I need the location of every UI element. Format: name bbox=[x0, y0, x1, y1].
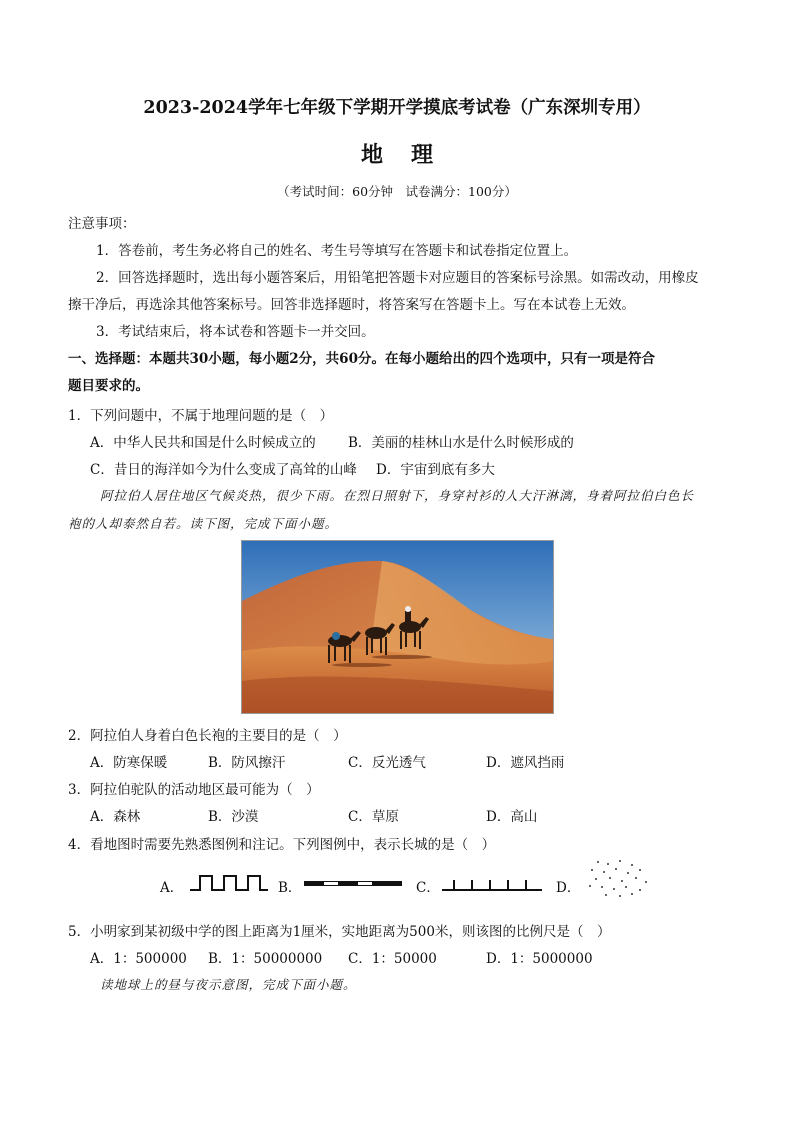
question-1-option-a[interactable]: A．中华人民共和国是什么时候成立的 bbox=[90, 435, 316, 451]
section-heading-cont: 题目要求的。 bbox=[68, 378, 149, 394]
question-2-option-c[interactable]: C．反光透气 bbox=[348, 755, 426, 771]
question-3-option-b[interactable]: B．沙漠 bbox=[208, 809, 259, 825]
question-5-option-d[interactable]: D．1：5000000 bbox=[486, 951, 593, 967]
question-2-stem: 2．阿拉伯人身着白色长袍的主要目的是（ ） bbox=[68, 728, 347, 744]
boundary-legend-symbol[interactable] bbox=[440, 872, 544, 894]
question-1-option-b[interactable]: B．美丽的桂林山水是什么时候形成的 bbox=[348, 435, 574, 451]
question-1-stem: 1．下列问题中，不属于地理问题的是（ ） bbox=[68, 408, 334, 424]
desert-dots-legend-symbol[interactable] bbox=[586, 858, 652, 898]
note-item: 擦干净后，再选涂其他答案标号。回答非选择题时，将答案写在答题卡上。写在本试卷上无效。 bbox=[68, 297, 635, 313]
question-5-option-c[interactable]: C．1：50000 bbox=[348, 951, 437, 967]
section-heading: 一、选择题：本题共30小题，每小题2分，共60分。在每小题给出的四个选项中，只有一项是符合 bbox=[68, 351, 655, 367]
question-4-option-c[interactable]: C． bbox=[416, 880, 440, 896]
legend-options bbox=[160, 858, 660, 898]
reading-passage: 阿拉伯人居住地区气候炎热，很少下雨。在烈日照射下，身穿衬衫的人大汗淋漓，身着阿拉伯白色长 bbox=[100, 488, 695, 503]
question-3-option-d[interactable]: D．高山 bbox=[486, 809, 538, 825]
subject-title: 地理 bbox=[360, 142, 461, 168]
question-2-option-b[interactable]: B．防风擦汗 bbox=[208, 755, 286, 771]
exam-title: 2023-2024学年七年级下学期开学摸底考试卷（广东深圳专用） bbox=[143, 98, 651, 118]
question-5-stem: 5．小明家到某初级中学的图上距离为1厘米，实地距离为500米，则该图的比例尺是（ ） bbox=[68, 924, 611, 940]
question-4-option-b[interactable]: B． bbox=[278, 880, 302, 896]
question-4-option-d[interactable]: D． bbox=[556, 880, 581, 896]
question-3-stem: 3．阿拉伯驼队的活动地区最可能为（ ） bbox=[68, 782, 320, 798]
question-4-stem: 4．看地图时需要先熟悉图例和注记。下列图例中，表示长城的是（ ） bbox=[68, 837, 496, 853]
reading-passage-cont: 袍的人却泰然自若。读下图，完成下面小题。 bbox=[68, 516, 339, 531]
question-2-option-a[interactable]: A．防寒保暖 bbox=[90, 755, 168, 771]
question-5-option-b[interactable]: B．1：50000000 bbox=[208, 951, 323, 967]
notes-heading: 注意事项： bbox=[68, 216, 136, 232]
note-item: 3．考试结束后，将本试卷和答题卡一并交回。 bbox=[96, 324, 375, 340]
question-1-option-c[interactable]: C．昔日的海洋如今为什么变成了高耸的山峰 bbox=[90, 462, 357, 478]
question-4-option-a[interactable]: A． bbox=[160, 880, 184, 896]
reading-passage-2: 读地球上的昼与夜示意图，完成下面小题。 bbox=[100, 977, 357, 992]
exam-meta: （考试时间：60分钟 试卷满分：100分） bbox=[277, 184, 517, 199]
note-item: 2．回答选择题时，选出每小题答案后，用铅笔把答题卡对应题目的答案标号涂黑。如需改动，用橡皮 bbox=[96, 270, 699, 286]
question-2-option-d[interactable]: D．遮风挡雨 bbox=[486, 755, 565, 771]
question-1-option-d[interactable]: D．宇宙到底有多大 bbox=[376, 462, 495, 478]
desert-camel-photo bbox=[241, 540, 554, 714]
great-wall-legend-symbol[interactable] bbox=[188, 872, 270, 894]
question-3-option-c[interactable]: C．草原 bbox=[348, 809, 399, 825]
question-3-option-a[interactable]: A．森林 bbox=[90, 809, 141, 825]
question-5-option-a[interactable]: A．1：500000 bbox=[90, 951, 187, 967]
railway-legend-symbol[interactable] bbox=[302, 872, 404, 894]
note-item: 1．答卷前，考生务必将自己的姓名、考生号等填写在答题卡和试卷指定位置上。 bbox=[96, 243, 578, 259]
